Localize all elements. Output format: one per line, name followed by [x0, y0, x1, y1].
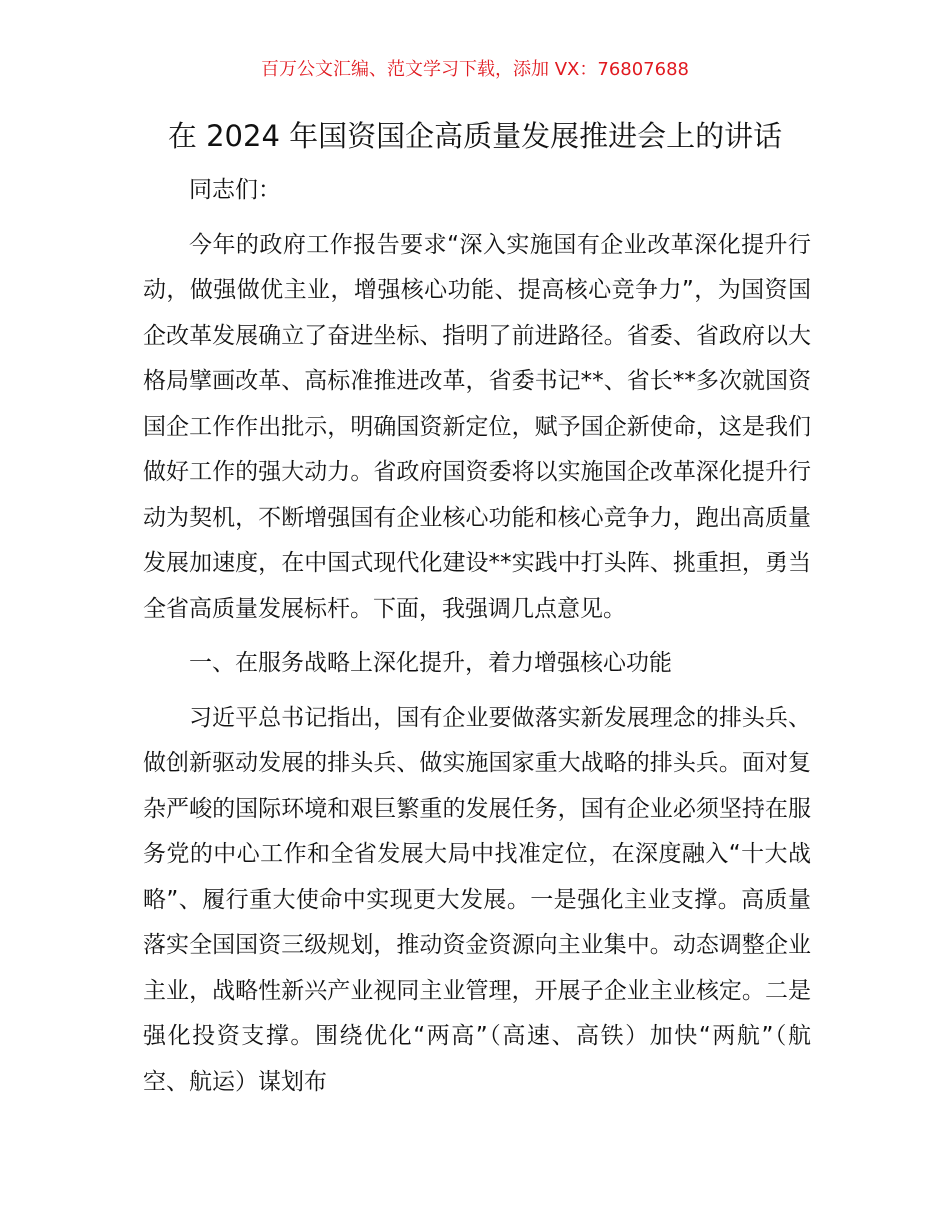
- header-watermark: 百万公文汇编、范文学习下载，添加 VX：76807688: [261, 59, 689, 80]
- paragraph-intro: 今年的政府工作报告要求“深入实施国有企业改革深化提升行动，做强做优主业，增强核心功能、提高核心竞争力”，为国资国企改革发展确立了奋进坐标、指明了前进路径。省委、省政府以大格局擘画改革、高标准推进改革，省委书记**、省长**多次就国资国企工作作出批示，明确国资新定位，赋予国企新使命，这是我们做好工作的强大动力。省政府国资委将以实施国企改革深化提升行动为契机，不断增强国有企业核心功能和核心竞争力，跑出高质量发展加速度，在中国式现代化建设**实践中打头阵、挑重担，勇当全省高质量发展标杆。下面，我强调几点意见。: [143, 231, 811, 622]
- document-body: [143, 168, 811, 1105]
- paragraph-section-1: 习近平总书记指出，国有企业要做落实新发展理念的排头兵、做创新驱动发展的排头兵、做实施国家重大战略的排头兵。面对复杂严峻的国际环境和艰巨繁重的发展任务，国有企业必须坚持在服务党的中心工作和全省发展大局中找准定位，在深度融入“十大战略”、履行重大使命中实现更大发展。一是强化主业支撑。高质量落实全国国资三级规划，推动资金资源向主业集中。动态调整企业主业，战略性新兴产业视同主业管理，开展子企业主业核定。二是强化投资支撑。围绕优化“两高”（高速、高铁）加快“两航”（航空、航运）谋划布: [143, 704, 811, 1095]
- document-title: 在 2024 年国资国企高质量发展推进会上的讲话: [167, 119, 783, 153]
- salutation: 同志们：: [189, 177, 281, 203]
- section-heading-1: 一、在服务战略上深化提升，着力增强核心功能: [189, 650, 672, 676]
